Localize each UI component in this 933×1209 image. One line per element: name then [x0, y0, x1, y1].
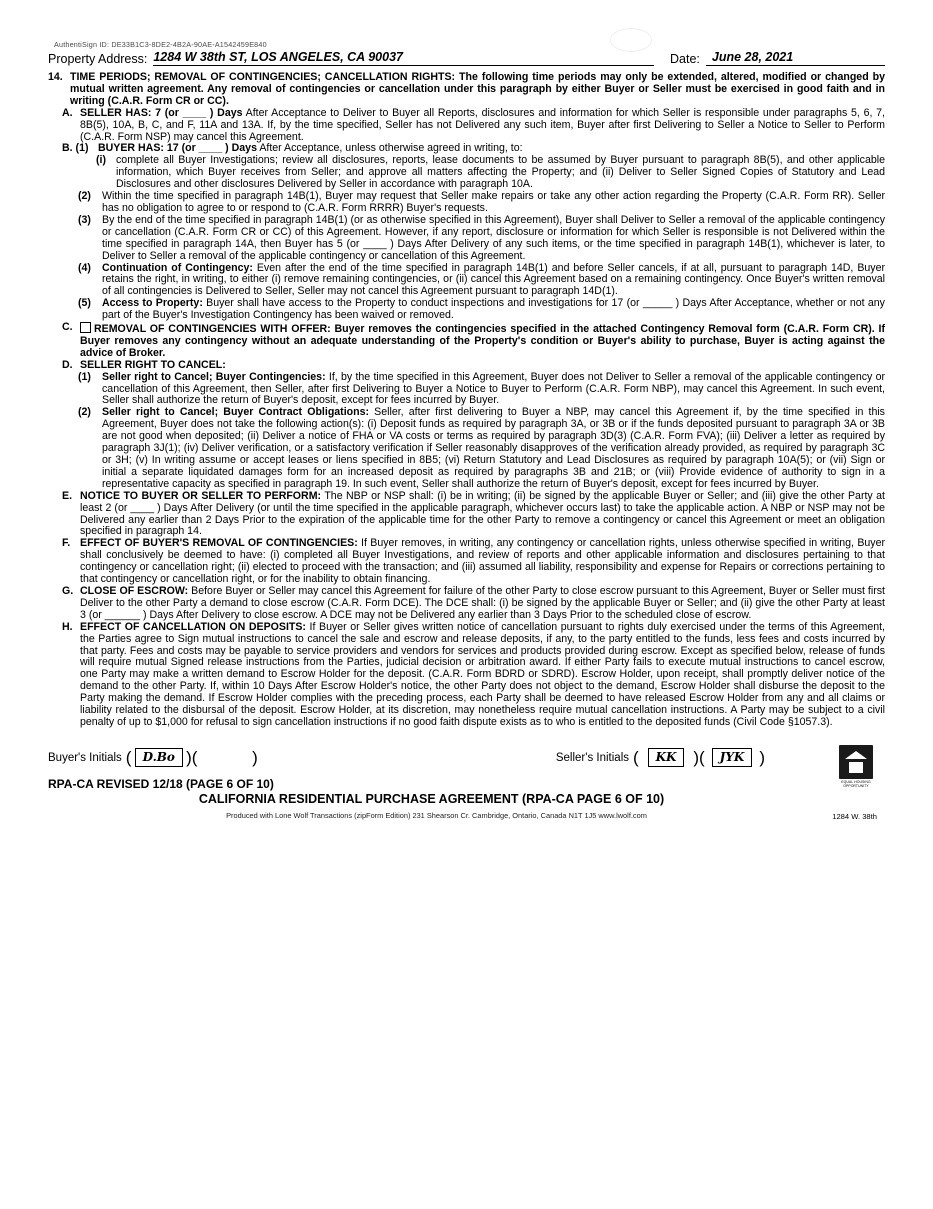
item-g-label: G.	[62, 584, 74, 597]
item-b-sub-4-label: (4)	[78, 261, 91, 274]
item-b-sub-2	[78, 191, 885, 215]
item-b-sub-2-label: (2)	[78, 190, 91, 203]
item-b-sub-5-lead: Access to Property:	[102, 297, 203, 310]
buyer-initials-2[interactable]	[194, 745, 256, 771]
item-b-sub-5	[78, 298, 885, 322]
item-e-lead: NOTICE TO BUYER OR SELLER TO PERFORM:	[80, 489, 322, 502]
seller-initials-1-value: ( KK	[648, 748, 685, 767]
initials-block	[48, 745, 885, 771]
date-field	[670, 50, 885, 66]
item-b-label: B. (1)	[62, 142, 89, 155]
item-d-label: D.	[62, 358, 73, 371]
item-b-sub-i	[96, 155, 885, 191]
item-h	[62, 622, 885, 729]
item-b-sub-i-label: (i)	[96, 154, 106, 167]
item-g-text: Before Buyer or Seller may cancel this Agreement for failure of the other Party to close escrow pursuant to this Agreement, Buyer or Seller must first Deliver to the other Party a demand to close escrow (C.A.R. Form DCE). The DCE shall: (i) be signed by the applicable Buyer or Seller; and (ii) give the other Party at least 3 (or ______ ) Days After Delivery to close escrow. A DCE may not be Delivered any earlier than 3 Days Prior to the scheduled close of escrow.	[80, 584, 885, 621]
item-b-sub-5-label: (5)	[78, 297, 91, 310]
item-b-sub-3-text: By the end of the time specified in paragraph 14B(1) (or as otherwise specified in this Agreement), Buyer shall Deliver to Seller a removal of the applicable contingency or cancellation (C.A.R. Form CR or CC) of this Agreement. However, if any report, disclosure or information for which Seller is responsible is not Delivered within the time specified in paragraph 14A, then Buyer has 5 (or ____ ) Days After Delivery of any such items, or the time specified in paragraph 14B(1), whichever is later, to Deliver to Seller a removal of the applicable contingency or cancellation of this Agreement.	[102, 213, 885, 262]
property-reference: 1284 W. 38th	[832, 811, 877, 821]
item-b-sub-4	[78, 263, 885, 299]
section-intro: The following time periods may only be extended, altered, modified or changed by mutual written agreement. Any removal of contingencies or cancellation under this paragraph by either Buyer or Seller must be exercised in good faith and in writing (C.A.R. Form CR or CC).	[70, 71, 885, 107]
item-b-sub-i-text: complete all Buyer Investigations; review all disclosures, reports, lease documents to be assumed by Buyer pursuant to paragraph 8B(5), and other applicable information, which Buyer receives from Seller; and approve all matters affecting the Property; and (ii) Deliver to Seller Signed Copies of Statutory and Lead Disclosures and other disclosures Delivered by Seller in accordance with paragraph 10A.	[116, 154, 885, 191]
item-e	[62, 491, 885, 539]
item-b-sub-3	[78, 215, 885, 263]
item-e-label: E.	[62, 489, 73, 502]
item-b-sub-4-lead: Continuation of Contingency:	[102, 261, 253, 274]
item-a-label: A.	[62, 106, 73, 119]
scan-artifact	[610, 28, 652, 52]
item-h-label: H.	[62, 620, 73, 633]
section-14-intro	[48, 72, 885, 108]
item-h-text: If Buyer or Seller gives written notice of cancellation pursuant to rights duly exercised under the terms of this Agreement, the Parties agree to Sign mutual instructions to cancel the sale and escrow and release deposits, if any, to the party entitled to the funds, less fees and costs incurred by that party. Fees and costs may be payable to service providers and vendors for services and products provided during escrow. Except as specified below, release of funds will require mutual Signed release instructions from the Parties, judicial decision or arbitration award. If either Party fails to execute mutual instructions to cancel escrow, one Party may make a written demand to Escrow Holder for the deposit. (C.A.R. Form BDRD or SDRD). Escrow Holder, upon receipt, shall promptly deliver notice of the demand to the other Party. If, within 10 Days After Escrow Holder's notice, the other Party does not object to the demand, Escrow Holder shall disburse the deposit to the Party making the demand. If Escrow Holder complies with the preceding process, each Party shall be deemed to have released Escrow Holder from any and all claims or liability related to the disbursal of the deposit. Escrow Holder, at its discretion, may nonetheless require mutual cancellation instructions. A Party may be subject to a civil penalty of up to $1,000 for refusal to sign cancellation instructions if no good faith dispute exists as to who is entitled to the deposited funds (Civil Code §1057.3).	[80, 620, 885, 728]
item-b-lead: BUYER HAS: 17 (or ____ ) Days	[98, 142, 257, 155]
property-address-label: Property Address:	[48, 52, 148, 66]
property-address-value: 1284 W 38th ST, LOS ANGELES, CA 90037	[153, 50, 654, 66]
produced-with-note: Produced with Lone Wolf Transactions (zipForm Edition) 231 Shearson Cr. Cambridge, Ontario, Canada N1T 1J5 www.lwolf.com	[226, 810, 647, 820]
seller-initials-label: Seller's Initials	[555, 751, 629, 764]
item-d-sub-1-lead: Seller right to Cancel; Buyer Contingencies:	[102, 370, 326, 383]
item-a-text: After Acceptance to Deliver to Buyer all Reports, disclosures and information for which Seller is responsible under paragraphs 5, 6, 7, 8B(5), 10A, B, C, and F, 11A and 13A. If, by the time specified, Seller has not Delivered any such item, Buyer after first Delivering to Seller a Notice to Seller to Perform (C.A.R. Form NSP) may cancel this Agreement.	[80, 106, 885, 143]
item-c-text: REMOVAL OF CONTINGENCIES WITH OFFER: Buyer removes the contingencies specified in the attached Contingency Removal form (C.A.R. Form CR). If Buyer removes any contingency without an adequate understanding of the Property's condition or Buyer's ability to purchase, Buyer is acting against the advice of Broker.	[80, 323, 885, 359]
item-f-lead: EFFECT OF BUYER'S REMOVAL OF CONTINGENCIES:	[80, 537, 358, 550]
item-g	[62, 586, 885, 622]
item-b-sub-2-text: Within the time specified in paragraph 14B(1), Buyer may request that Seller make repairs or take any other action regarding the Property (C.A.R. Form RR). Seller has no obligation to agree to or respond to (C.A.R. Form RRRR) Buyer's requests.	[102, 190, 885, 214]
form-title: CALIFORNIA RESIDENTIAL PURCHASE AGREEMENT (RPA-CA PAGE 6 OF 10)	[198, 791, 665, 806]
property-address-field	[48, 50, 654, 66]
item-b-sub-4-text: Even after the end of the time specified in paragraph 14B(1) and before Seller cancels, if at all, pursuant to paragraph 14D, Buyer retains the right, in writing, to either (i) remove remaining contingencies, or (ii) cancel this Agreement based on a remaining contingency. Once Buyer's written removal of all contingencies is Delivered to Seller, Seller may not cancel this Agreement pursuant to paragraph 14D(1).	[102, 261, 885, 298]
item-d-sub-2-lead: Seller right to Cancel; Buyer Contract Obligations:	[102, 406, 370, 419]
item-g-lead: CLOSE OF ESCROW:	[80, 584, 189, 597]
item-a-lead: SELLER HAS: 7 (or ____ ) Days	[80, 106, 243, 119]
eho-caption: EQUAL HOUSING OPPORTUNITY	[841, 779, 871, 789]
buyer-initials-label: Buyer's Initials	[48, 751, 122, 764]
item-d-sub-1-label: (1)	[78, 370, 91, 383]
seller-initials-2[interactable]	[701, 745, 763, 771]
authentisign-id: AuthentiSign ID: DE33B1C3-8DE2-4B2A-90AE-A1542459E840	[54, 40, 267, 49]
item-f	[62, 538, 885, 586]
section-number: 14.	[48, 71, 63, 83]
buyer-initials-1[interactable]	[128, 745, 190, 771]
item-e-text: The NBP or NSP shall: (i) be in writing; (ii) be signed by the applicable Buyer or Seller; and (iii) give the other Party at least 2 (or ____ ) Days After Delivery (or until the time specified in the applicable paragraph, whichever occurs last) to take the applicable action. A NBP or NSP may not be Delivered any earlier than 2 Days Prior to the expiration of the applicable time for the other Party to remove a contingency or cancel this Agreement or meet an obligation specified in paragraph 14.	[80, 489, 886, 538]
section-title: TIME PERIODS; REMOVAL OF CONTINGENCIES; CANCELLATION RIGHTS:	[70, 71, 456, 83]
section-14	[48, 72, 885, 729]
item-d-sub-2-label: (2)	[78, 406, 91, 419]
item-c	[62, 322, 885, 360]
date-value: June 28, 2021	[706, 50, 885, 66]
item-b-text: After Acceptance, unless otherwise agreed in writing, to:	[256, 142, 523, 155]
form-revision: RPA-CA REVISED 12/18 (PAGE 6 OF 10)	[48, 776, 274, 791]
seller-initials-2-value: ( JYK	[712, 748, 753, 767]
item-d-title: SELLER RIGHT TO CANCEL:	[80, 358, 226, 371]
item-b-sub-5-text: Buyer shall have access to the Property to conduct inspections and investigations for 17 (or _____ ) Days After Acceptance, whether or not any part of the Buyer's Investigation Contingency has been waived or removed.	[102, 297, 885, 322]
document-footer	[48, 777, 885, 820]
item-d-sub-1	[78, 372, 885, 408]
item-h-lead: EFFECT OF CANCELLATION ON DEPOSITS:	[80, 620, 306, 633]
item-b-sub-3-label: (3)	[78, 213, 91, 226]
item-d-sub-2	[78, 407, 885, 490]
removal-of-contingencies-checkbox[interactable]	[80, 322, 91, 333]
item-d-sub-2-text: Seller, after first delivering to Buyer a NBP, may cancel this Agreement if, by the time specified in this Agreement, Buyer does not take the following action(s): (i) Deposit funds as required by paragraph 3A, or 3B or if the funds deposited pursuant to paragraph 3A or 3B are not good when deposited; (ii) Deliver a notice of FHA or VA costs or terms as required by paragraph 3D(3) (C.A.R. Form FVA); (iii) Deliver a letter as required by paragraph 3J(1); (iv) Deliver verification, or a satisfactory verification if Seller reasonably disapproves of the verification already provided, as required by paragraph 3C or 3H; (v) In writing assume or accept leases or liens specified in 8B5; (vi) Return Statutory and Lead Disclosures as required by paragraph 10A(5); or (vii) Sign or initial a separate liquidated damages form for an increased deposit as required by paragraphs 3B and 21B; or (viii) Provide evidence of authority to sign in a representative capacity as specified in paragraph 19. In such event, Seller shall authorize the return of Buyer's deposit, except for fees incurred by Buyer.	[102, 406, 885, 490]
item-d-sub-1-text: If, by the time specified in this Agreement, Buyer does not Deliver to Seller a removal of the applicable contingency or cancellation of this Agreement, then Seller, after first Delivering to Buyer a Notice to Buyer to Perform (C.A.R. Form NBP), may cancel this Agreement. In such event, Seller shall authorize the return of Buyer's deposit, except for fees incurred by Buyer.	[102, 370, 886, 407]
item-f-label: F.	[62, 537, 71, 550]
item-f-text: If Buyer removes, in writing, any contingency or cancellation rights, unless otherwise specified in writing, Buyer shall conclusively be deemed to have: (i) completed all Buyer Investigations, and review of reports and other applicable information and disclosures pertaining to that contingency or cancellation right; (ii) elected to proceed with the transaction; and (iii) assumed all liability, responsibility and expense for Repairs or corrections pertaining to that contingency or cancellation right, or for the inability to obtain financing.	[80, 537, 885, 586]
document-header	[48, 50, 885, 66]
item-a	[62, 108, 885, 144]
seller-initials-1[interactable]	[635, 745, 697, 771]
buyer-initials-1-value: ( D.Bo	[135, 748, 183, 767]
date-label: Date:	[670, 52, 700, 66]
item-c-label: C.	[62, 321, 73, 334]
equal-housing-opportunity-icon	[833, 745, 879, 788]
